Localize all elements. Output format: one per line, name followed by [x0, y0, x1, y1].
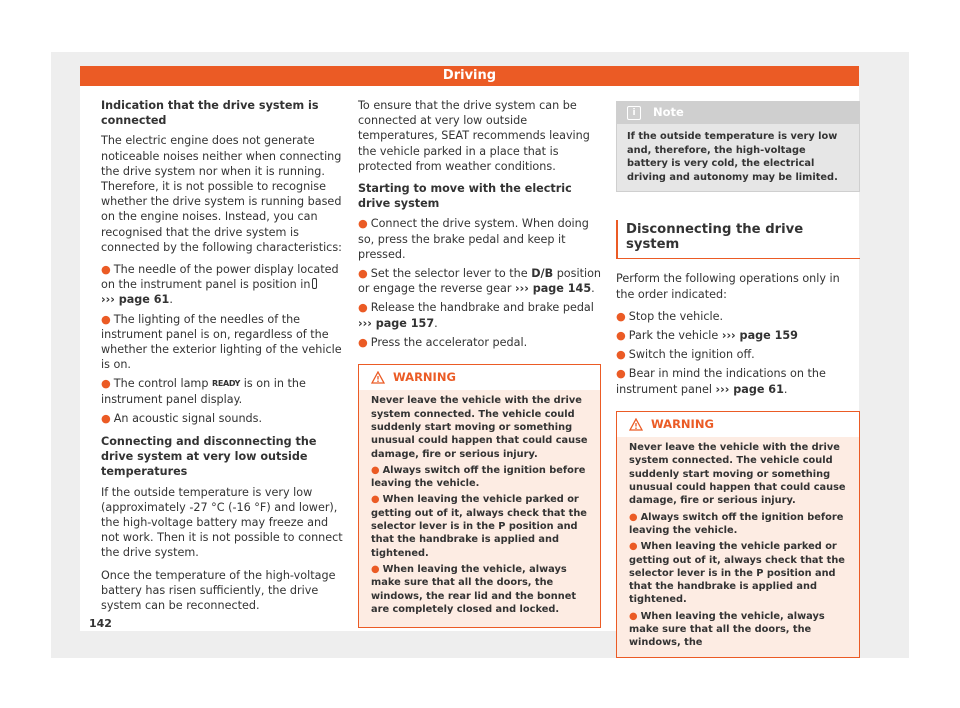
bullet-icon: ● — [358, 301, 368, 315]
bullet-icon: ● — [371, 563, 380, 575]
list-item: ● The control lamp READY is on in the instrument panel display. — [101, 377, 306, 406]
heading-low-temperatures: Connecting and disconnecting the drive system at very low outside temperatures — [101, 435, 317, 479]
page-reference-link[interactable]: ››› page 157 — [358, 316, 435, 330]
heading-indication: Indication that the drive system is connected — [101, 99, 319, 128]
paragraph: Perform the following operations only in the order indicated: — [616, 272, 840, 301]
note-body: If the outside temperature is very low and, therefore, the high-voltage battery is very cold, the electrical driving and autonomy may be limited. — [627, 131, 838, 183]
note-box — [616, 101, 860, 192]
info-icon: i — [627, 106, 641, 120]
bullet-icon: ● — [358, 217, 368, 231]
column-middle — [358, 98, 601, 628]
page-reference-link[interactable]: ››› page 61 — [101, 293, 170, 307]
page-reference-link[interactable]: ››› page 159 — [721, 329, 798, 343]
page-reference-link[interactable]: ››› page 61 — [715, 382, 784, 396]
list-item: ● The needle of the power display located on the instrument panel is position in ››› page 61. — [101, 263, 339, 307]
list-item: ● Bear in mind the indications on the instrument panel ››› page 61. — [616, 367, 826, 396]
list-item: ● Park the vehicle ››› page 159 — [616, 329, 798, 343]
bullet-icon: ● — [101, 377, 111, 391]
list-item: ● Press the accelerator pedal. — [358, 335, 528, 349]
column-left — [101, 98, 343, 620]
note-header: i Note — [617, 102, 859, 124]
bullet-icon: ● — [101, 263, 111, 277]
paragraph: To ensure that the drive system can be connected at very low outside temperatures, SEAT recommends leaving the vehicle parked in a place that is protected from weather conditions. — [358, 99, 590, 173]
list-item: ● The lighting of the needles of the instrument panel is on, regardless of the whether the exterior lighting of the vehicle is on. — [101, 312, 342, 372]
bullet-icon: ● — [101, 312, 111, 326]
warning-box — [358, 364, 601, 628]
list-item: ● Set the selector lever to the D/B position or engage the reverse gear ››› page 145. — [358, 267, 602, 296]
power-needle-icon — [312, 278, 317, 289]
section-title: Disconnecting the drive system — [616, 220, 860, 259]
list-item: ● Release the handbrake and brake pedal ››› page 157. — [358, 301, 594, 330]
list-item: ● Connect the drive system. When doing so, press the brake pedal and keep it pressed. — [358, 217, 589, 261]
list-item: ● An acoustic signal sounds. — [101, 411, 263, 425]
bullet-icon: ● — [371, 464, 380, 476]
bullet-icon: ● — [101, 411, 111, 425]
bullet-icon: ● — [358, 267, 368, 281]
list-item: ● Stop the vehicle. — [616, 309, 724, 323]
warning-header: WARNING — [359, 365, 600, 390]
page-header: Driving — [80, 66, 859, 86]
bullet-icon: ● — [629, 541, 638, 553]
bullet-icon: ● — [358, 335, 368, 349]
warning-body: Never leave the vehicle with the drive system connected. The vehicle could suddenly start moving or something unusual could happen that could cause damage, fire or serious injury. ● Always switch off the ignition before leaving the vehicle. ● When leaving the vehicle parked or getting out of it, always check that the selector lever is in the P position and that the handbrake is applied and tightened. ● When leaving the vehicle, always make sure that all the doors, the windows, the — [629, 442, 846, 649]
warning-triangle-icon — [629, 418, 643, 431]
bullet-icon: ● — [616, 367, 626, 381]
list-item: ● Switch the ignition off. — [616, 348, 755, 362]
bullet-icon: ● — [371, 494, 380, 506]
warning-box — [616, 411, 860, 658]
paragraph: The electric engine does not generate noticeable noises neither when connecting the drive system nor when it is running. Therefore, it is not possible to recognise whether the drive system is running based on the engine noises. Instead, you can recognised that the drive system is connected by the following characteristics: — [101, 134, 342, 254]
bullet-icon: ● — [616, 348, 626, 362]
page-reference-link[interactable]: ››› page 145 — [515, 282, 592, 296]
warning-triangle-icon — [371, 371, 385, 384]
paragraph: If the outside temperature is very low (approximately -27 °C (-16 °F) and lower), the high-voltage battery may freeze and not work. Then it is not possible to connect the drive system. — [101, 485, 343, 560]
warning-body: Never leave the vehicle with the drive system connected. The vehicle could suddenly start moving or something unusual could happen that could cause damage, fire or serious injury. ● Always switch off the ignition before leaving the vehicle. ● When leaving the vehicle parked or getting out of it, always check that the selector lever is in the P position and that the handbrake is applied and tightened. ● When leaving the vehicle, always make sure that all the doors, the windows, the rear lid and the bonnet are completely closed and locked. — [371, 395, 588, 615]
bullet-icon: ● — [616, 329, 626, 343]
ready-lamp-icon: READY — [212, 379, 241, 389]
heading-starting-to-move: Starting to move with the electric drive system — [358, 182, 572, 211]
warning-header: WARNING — [617, 412, 859, 437]
bullet-icon: ● — [629, 511, 638, 523]
bullet-icon: ● — [629, 610, 638, 622]
page-number: 142 — [89, 617, 112, 630]
bullet-icon: ● — [616, 309, 626, 323]
column-right — [616, 101, 860, 658]
paragraph: Once the temperature of the high-voltage battery has risen sufficiently, the drive system can be reconnected. — [101, 568, 336, 613]
